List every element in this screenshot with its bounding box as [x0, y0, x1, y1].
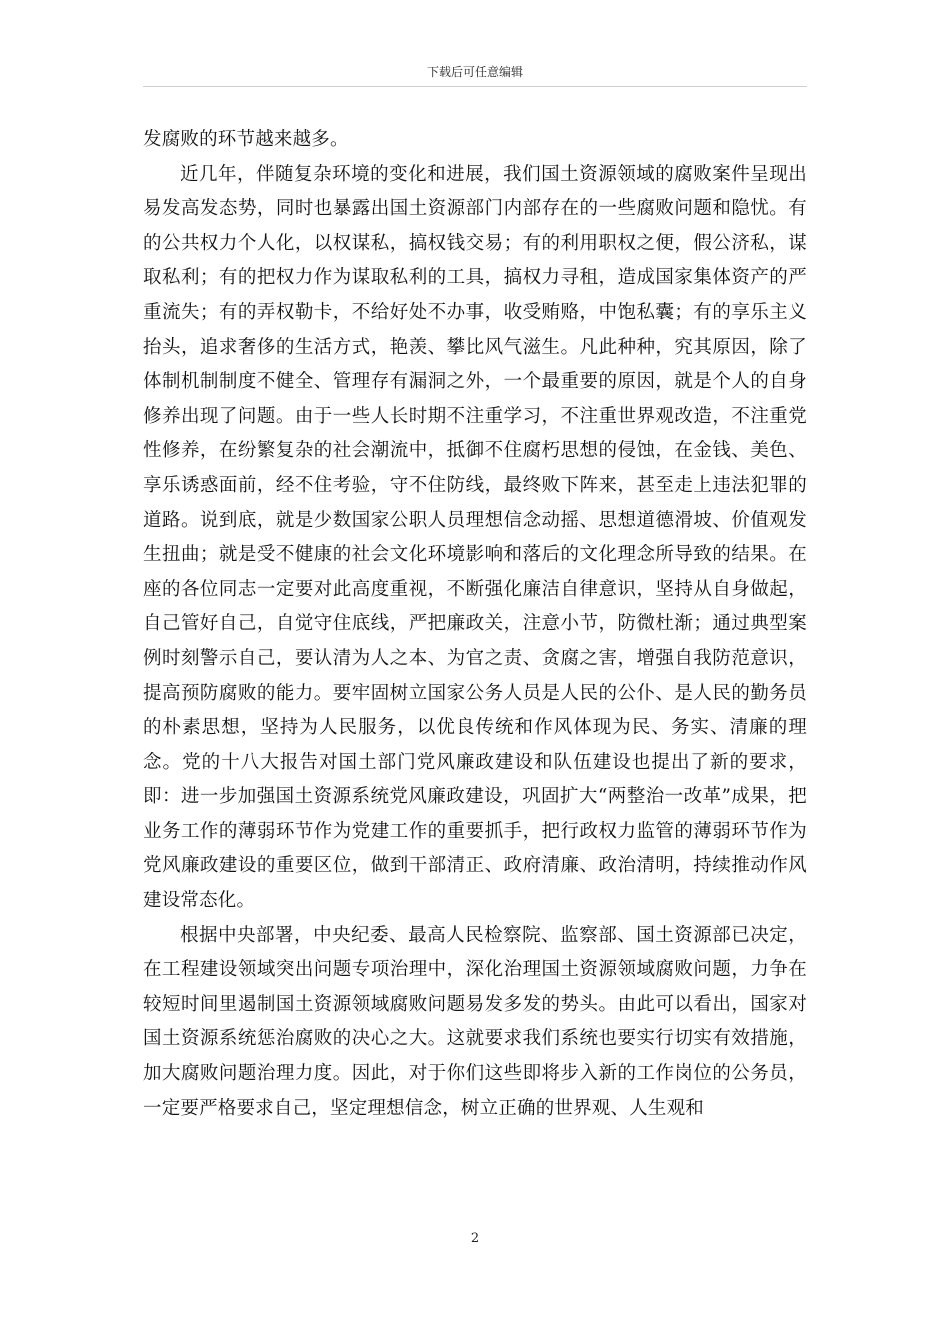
body-text	[143, 123, 807, 1126]
page-header: 下载后可任意编辑	[426, 65, 523, 79]
paragraph-3: 根据中央部署，中央纪委、最高人民检察院、监察部、国土资源部已决定，在工程建设领域突出问题专项治理中，深化治理国土资源领域腐败问题，力争在较短时间里遏制国土资源领域腐败问题易发多发的势头。由此可以看出，国家对国土资源系统惩治腐败的决心之大。这就要求我们系统也要实行切实有效措施，加大腐败问题治理力度。因此，对于你们这些即将步入新的工作岗位的公务员，一定要严格要求自己，坚定理想信念，树立正确的世界观、人生观和	[143, 924, 807, 1119]
paragraph-1: 发腐败的环节越来越多。	[143, 129, 349, 150]
paragraph-2: 近几年，伴随复杂环境的变化和进展，我们国土资源领域的腐败案件呈现出易发高发态势，同时也暴露出国土资源部门内部存在的一些腐败问题和隐忧。有的公共权力个人化，以权谋私，搞权钱交易；有的利用职权之便，假公济私，谋取私利；有的把权力作为谋取私利的工具，搞权力寻租，造成国家集体资产的严重流失；有的弄权勒卡，不给好处不办事，收受贿赂，中饱私囊；有的享乐主义抬头，追求奢侈的生活方式，艳羡、攀比风气滋生。凡此种种，究其原因，除了体制机制制度不健全、管理存有漏洞之外，一个最重要的原因，就是个人的自身修养出现了问题。由于一些人长时期不注重学习，不注重世界观改造，不注重党性修养，在纷繁复杂的社会潮流中，抵御不住腐朽思想的侵蚀，在金钱、美色、享乐诱惑面前，经不住考验，守不住防线，最终败下阵来，甚至走上违法犯罪的道路。说到底，就是少数国家公职人员理想信念动摇、思想道德滑坡、价值观发生扭曲；就是受不健康的社会文化环境影响和落后的文化理念所导致的结果。在座的各位同志一定要对此高度重视，不断强化廉洁自律意识，坚持从自身做起，自己管好自己，自觉守住底线，严把廉政关，注意小节，防微杜渐；通过典型案例时刻警示自己，要认清为人之本、为官之责、贪腐之害，增强自我防范意识，提高预防腐败的能力。要牢固树立国家公务人员是人民的公仆、是人民的勤务员的朴素思想，坚持为人民服务，以优良传统和作风体现为民、务实、清廉的理念。党的十八大报告对国土部门党风廉政建设和队伍建设也提出了新的要求，即：进一步加强国土资源系统党风廉政建设，巩固扩大“两整治一改革”成果，把业务工作的薄弱环节作为党建工作的重要抓手，把行政权力监管的薄弱环节作为党风廉政建设的重要区位，做到干部清正、政府清廉、政治清明，持续推动作风建设常态化。	[143, 163, 807, 912]
page-number: 2	[470, 1231, 480, 1246]
header-divider	[143, 86, 807, 87]
